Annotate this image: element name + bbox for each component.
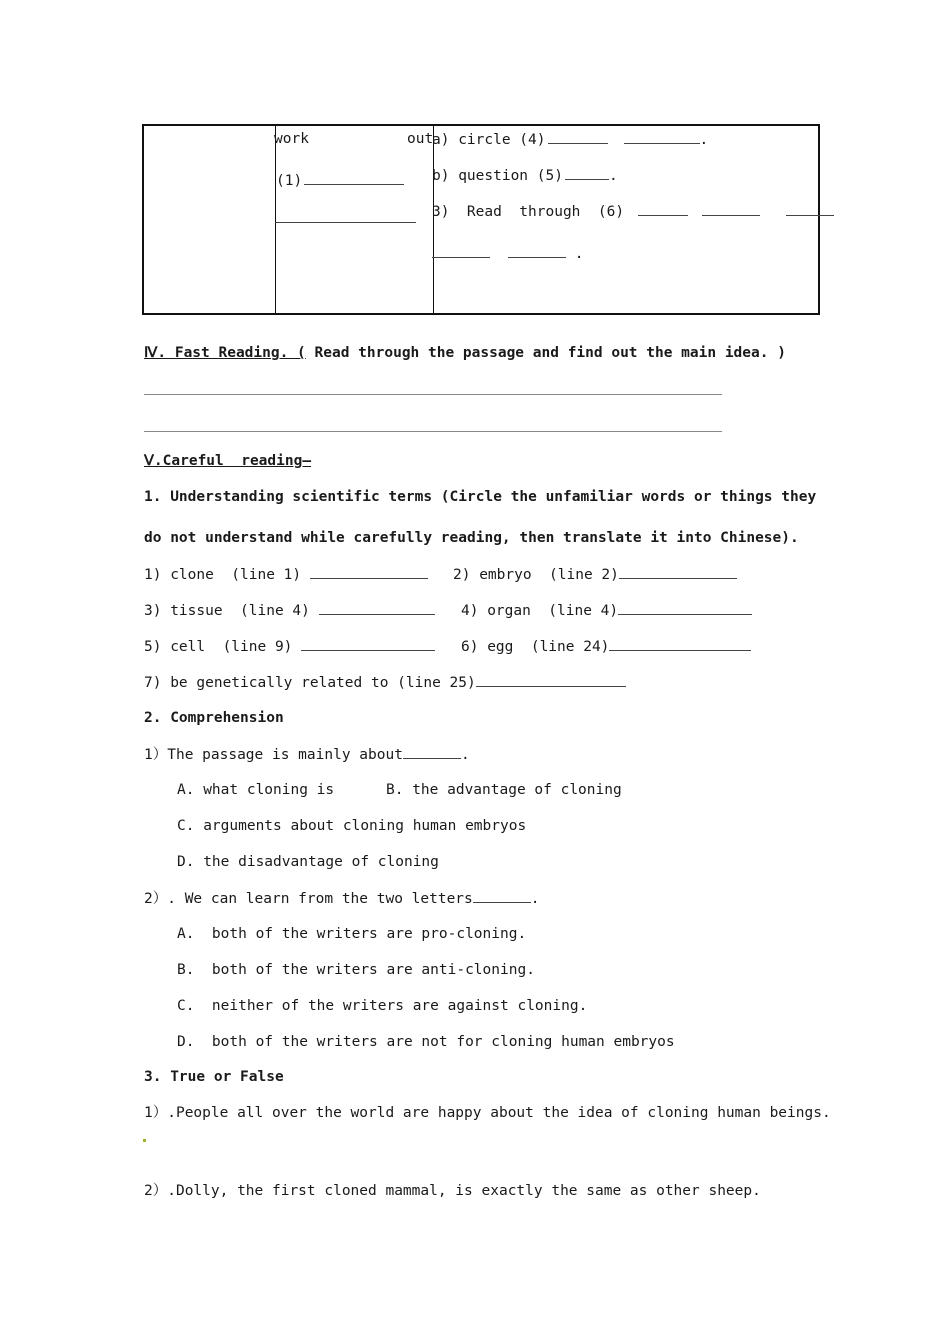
- marker-dot: [143, 1139, 146, 1142]
- blank-5[interactable]: [565, 166, 609, 180]
- q2-2-option-a[interactable]: A. both of the writers are pro-cloning.: [177, 926, 527, 942]
- term-blank[interactable]: [301, 637, 435, 651]
- answer-line-1[interactable]: [144, 394, 722, 395]
- blank-1-continued[interactable]: [275, 222, 416, 223]
- blank-6d[interactable]: [432, 244, 490, 258]
- term-blank[interactable]: [609, 637, 751, 651]
- term-cell: 5) cell (line 9): [144, 637, 435, 656]
- term-embryo: 2) embryo (line 2): [453, 565, 737, 584]
- term-blank[interactable]: [618, 601, 752, 615]
- q2-title: 2. Comprehension: [144, 710, 284, 726]
- blank-6c[interactable]: [786, 202, 834, 216]
- term-tissue: 3) tissue (line 4): [144, 601, 435, 620]
- blank-6b[interactable]: [702, 202, 760, 216]
- section-5-title: Ⅴ.Careful reading—: [144, 453, 312, 469]
- answer-blank[interactable]: [473, 889, 531, 903]
- term-organ: 4) organ (line 4): [461, 601, 752, 620]
- table-cell-out: out: [407, 131, 434, 147]
- table-cell-b: b) question (5) .: [432, 168, 618, 184]
- term-blank[interactable]: [310, 565, 428, 579]
- term-blank[interactable]: [319, 601, 435, 615]
- blank-6e[interactable]: [508, 244, 566, 258]
- table-cell-work: work: [274, 131, 309, 147]
- table-cell-a: a) circle (4) .: [432, 132, 709, 148]
- table-cell-c-continued: .: [432, 244, 583, 263]
- q2-2-option-b[interactable]: B. both of the writers are anti-cloning.: [177, 962, 535, 978]
- q2-2-option-d[interactable]: D. both of the writers are not for cloning human embryos: [177, 1034, 675, 1050]
- answer-line-2[interactable]: [144, 431, 722, 432]
- q2-2-question: 2）. We can learn from the two letters .: [144, 891, 540, 907]
- table-divider-1: [275, 126, 276, 313]
- term-blank[interactable]: [619, 565, 737, 579]
- blank-6a[interactable]: [638, 202, 688, 216]
- q2-1-option-d[interactable]: D. the disadvantage of cloning: [177, 854, 439, 870]
- blank-1[interactable]: [304, 171, 404, 185]
- q2-1-option-b[interactable]: B. the advantage of cloning: [386, 782, 622, 798]
- section-4-title: Ⅳ. Fast Reading. ( Read through the passage and find out the main idea. ): [144, 345, 786, 361]
- q3-1-statement: 1）.People all over the world are happy about the idea of cloning human beings.: [144, 1105, 831, 1121]
- table-cell-item1: (1): [276, 171, 404, 190]
- q3-2-statement: 2）.Dolly, the first cloned mammal, is exactly the same as other sheep.: [144, 1183, 761, 1199]
- q3-title: 3. True or False: [144, 1069, 284, 1085]
- q2-1-option-c[interactable]: C. arguments about cloning human embryos: [177, 818, 527, 834]
- term-egg: 6) egg (line 24): [461, 637, 751, 656]
- term-blank[interactable]: [476, 673, 626, 687]
- q2-1-option-a[interactable]: A. what cloning is: [177, 782, 335, 798]
- q2-1-question: 1）The passage is mainly about .: [144, 747, 470, 763]
- q1-instruction-line2: do not understand while carefully reading, then translate it into Chinese).: [144, 530, 799, 546]
- q2-2-option-c[interactable]: C. neither of the writers are against cloning.: [177, 998, 588, 1014]
- blank-4b[interactable]: [624, 130, 700, 144]
- term-genetically-related: 7) be genetically related to (line 25): [144, 673, 626, 692]
- q1-instruction-line1: 1. Understanding scientific terms (Circle the unfamiliar words or things they: [144, 489, 817, 505]
- answer-blank[interactable]: [403, 745, 461, 759]
- blank-4a[interactable]: [548, 130, 608, 144]
- term-clone: 1) clone (line 1): [144, 565, 428, 584]
- table-cell-c: 3) Read through (6): [432, 202, 834, 221]
